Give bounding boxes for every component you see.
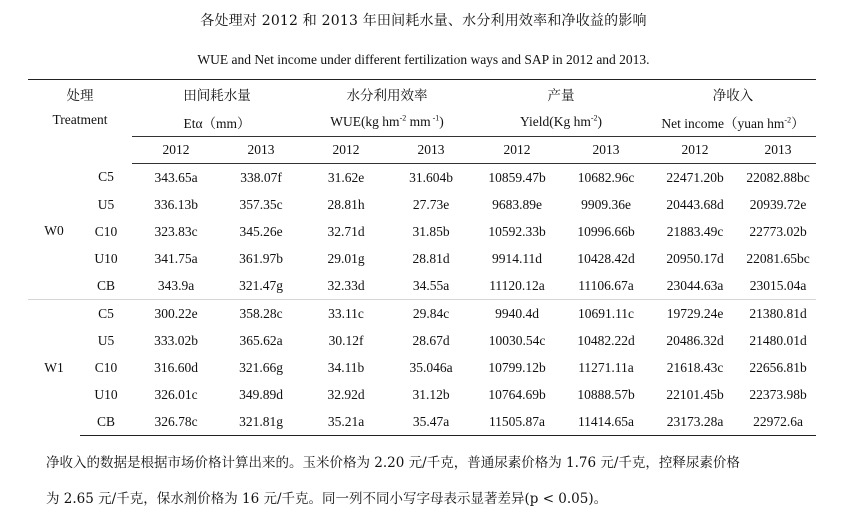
table-row: [28, 272, 816, 300]
table-row: [28, 381, 816, 408]
income-unit-post: ）: [791, 116, 805, 131]
treatment-header-cn: 处理: [28, 80, 132, 109]
value-cell: 23044.63a: [666, 277, 724, 293]
value-cell: 358.28c: [220, 300, 302, 328]
value-cell: 32.33d: [327, 277, 365, 293]
value-cell: 21883.49c: [666, 223, 724, 239]
header-net-income-cn: 净收入: [650, 80, 816, 109]
value-cell: 10592.33b: [488, 223, 546, 239]
wue-unit-sup2: -1: [430, 113, 440, 123]
value-cell: 338.07f: [240, 169, 282, 185]
value-cell: 22471.20b: [666, 169, 724, 185]
header-water-consumption-en: Etα（mm）: [183, 116, 251, 131]
header-net-income-en: [650, 108, 816, 137]
value-cell: 22972.6a: [740, 408, 816, 436]
value-cell: 10888.57b: [577, 386, 635, 402]
header-wue-cn: 水分利用效率: [302, 80, 472, 109]
value-cell: 35.47a: [390, 408, 472, 436]
year-cell: 2012: [132, 137, 220, 164]
year-cell: 2012: [650, 137, 740, 164]
value-cell: 10691.11c: [562, 300, 650, 328]
fertilizer-treatment-label: C10: [94, 359, 118, 375]
water-retention-group-label: W0: [44, 223, 64, 239]
income-unit-pre: Net income（yuan hm: [661, 116, 785, 131]
fertilizer-treatment-label: CB: [96, 277, 115, 293]
value-cell: 333.02b: [154, 332, 198, 348]
value-cell: 9914.11d: [491, 250, 543, 266]
value-cell: 23015.04a: [749, 277, 807, 293]
value-cell: 31.62e: [327, 169, 365, 185]
wue-unit-post: ): [439, 114, 444, 129]
results-table-container: [28, 79, 816, 436]
table-row: [28, 218, 816, 245]
value-cell: 10682.96c: [577, 169, 635, 185]
table-row: [28, 164, 816, 192]
yield-unit-sup: -2: [590, 113, 598, 123]
value-cell: 345.26e: [239, 223, 283, 239]
table-row: [28, 191, 816, 218]
fertilizer-treatment-label: C5: [80, 300, 132, 328]
value-cell: 31.12b: [412, 386, 450, 402]
income-unit-sup: -2: [784, 115, 792, 125]
value-cell: 28.67d: [412, 332, 450, 348]
value-cell: 33.11c: [302, 300, 390, 328]
table-row: [28, 327, 816, 354]
table-note-line-1: 净收入的数据是根据市场价格计算出来的。玉米价格为 2.20 元/千克，普通尿素价格为 1.76 元/千克，控释尿素价格: [46, 455, 740, 471]
value-cell: 11120.12a: [489, 277, 545, 293]
table-body: [28, 164, 816, 436]
value-cell: 20486.32d: [666, 332, 724, 348]
value-cell: 19729.24e: [650, 300, 740, 328]
value-cell: 20950.17d: [666, 250, 724, 266]
value-cell: 28.81h: [327, 196, 365, 212]
value-cell: 29.84c: [390, 300, 472, 328]
table-title-english: WUE and Net income under different fertilization ways and SAP in 2012 and 2013.: [197, 52, 650, 67]
year-cell: 2013: [220, 137, 302, 164]
value-cell: 10996.66b: [577, 223, 635, 239]
value-cell: 323.83c: [154, 223, 198, 239]
year-cell: 2013: [740, 137, 816, 164]
value-cell: 28.81d: [412, 250, 450, 266]
value-cell: 21480.01d: [749, 332, 807, 348]
value-cell: 23173.28a: [650, 408, 740, 436]
value-cell: 321.47g: [239, 277, 283, 293]
fertilizer-treatment-label: U10: [94, 386, 118, 402]
value-cell: 336.13b: [154, 196, 198, 212]
value-cell: 32.71d: [327, 223, 365, 239]
fertilizer-treatment-label: U10: [94, 250, 118, 266]
header-wue-en: [302, 108, 472, 137]
table-row: [28, 408, 816, 436]
value-cell: 10764.69b: [488, 386, 546, 402]
yield-unit-post: ): [597, 114, 603, 129]
fertilizer-treatment-label: U5: [97, 196, 115, 212]
table-row: [28, 300, 816, 328]
value-cell: 22101.45b: [666, 386, 724, 402]
yield-unit-pre: Yield(Kg hm: [519, 114, 591, 129]
year-cell: 2012: [472, 137, 562, 164]
value-cell: 365.62a: [239, 332, 283, 348]
value-cell: 11414.65a: [562, 408, 650, 436]
value-cell: 34.55a: [412, 277, 450, 293]
header-yield-cn: 产量: [472, 80, 650, 109]
value-cell: 316.60d: [154, 359, 198, 375]
value-cell: 22656.81b: [749, 359, 807, 375]
table-title-chinese: 各处理对 2012 和 2013 年田间耗水量、水分利用效率和净收益的影响: [200, 13, 647, 29]
value-cell: 31.604b: [409, 169, 453, 185]
value-cell: 9940.4d: [472, 300, 562, 328]
value-cell: 349.89d: [239, 386, 283, 402]
value-cell: 343.65a: [154, 169, 198, 185]
table-note-line-2: 为 2.65 元/千克，保水剂价格为 16 元/千克。同一列不同小写字母表示显著差异(p < 0.05)。: [46, 491, 608, 507]
value-cell: 35.21a: [302, 408, 390, 436]
value-cell: 35.046a: [409, 359, 453, 375]
header-water-consumption-cn: 田间耗水量: [132, 80, 302, 109]
header-row-years: [28, 137, 816, 164]
value-cell: 27.73e: [412, 196, 450, 212]
value-cell: 22773.02b: [749, 223, 807, 239]
year-cell: 2012: [302, 137, 390, 164]
wue-unit-mid: mm: [406, 114, 431, 129]
water-retention-group-label: W1: [28, 300, 80, 436]
header-row-english: [28, 108, 816, 137]
value-cell: 361.97b: [239, 250, 283, 266]
year-cell: 2013: [562, 137, 650, 164]
value-cell: 21618.43c: [666, 359, 724, 375]
fertilizer-treatment-label: U5: [97, 332, 115, 348]
value-cell: 20939.72e: [749, 196, 807, 212]
header-yield-en: [472, 108, 650, 137]
value-cell: 11505.87a: [472, 408, 562, 436]
value-cell: 22081.65bc: [746, 250, 810, 266]
value-cell: 32.92d: [327, 386, 365, 402]
value-cell: 9683.89e: [492, 196, 542, 212]
table-row: [28, 245, 816, 272]
value-cell: 326.78c: [132, 408, 220, 436]
value-cell: 10859.47b: [488, 169, 546, 185]
value-cell: 300.22e: [132, 300, 220, 328]
value-cell: 31.85b: [412, 223, 450, 239]
fertilizer-treatment-label: C10: [94, 223, 118, 239]
value-cell: 10482.22d: [577, 332, 635, 348]
value-cell: 9909.36e: [581, 196, 631, 212]
results-table: [28, 79, 816, 436]
value-cell: 22373.98b: [749, 386, 807, 402]
wue-unit-pre: WUE(kg hm: [330, 114, 400, 129]
fertilizer-treatment-label: CB: [80, 408, 132, 436]
treatment-header-en: Treatment: [52, 112, 108, 127]
table-row: [28, 354, 816, 381]
value-cell: 321.66g: [239, 359, 283, 375]
value-cell: 20443.68d: [666, 196, 724, 212]
fertilizer-treatment-label: C5: [98, 169, 114, 185]
value-cell: 357.35c: [239, 196, 283, 212]
year-cell: 2013: [390, 137, 472, 164]
value-cell: 321.81g: [220, 408, 302, 436]
value-cell: 343.9a: [157, 277, 195, 293]
value-cell: 11106.67a: [578, 277, 634, 293]
value-cell: 11271.11a: [578, 359, 634, 375]
value-cell: 341.75a: [154, 250, 198, 266]
value-cell: 10799.12b: [488, 359, 546, 375]
value-cell: 10030.54c: [488, 332, 546, 348]
value-cell: 10428.42d: [577, 250, 635, 266]
value-cell: 29.01g: [327, 250, 365, 266]
value-cell: 34.11b: [327, 359, 365, 375]
header-row-chinese: [28, 80, 816, 109]
value-cell: 22082.88bc: [746, 169, 810, 185]
value-cell: 21380.81d: [740, 300, 816, 328]
value-cell: 326.01c: [154, 386, 198, 402]
wue-unit-sup1: -2: [399, 113, 407, 123]
value-cell: 30.12f: [328, 332, 364, 348]
